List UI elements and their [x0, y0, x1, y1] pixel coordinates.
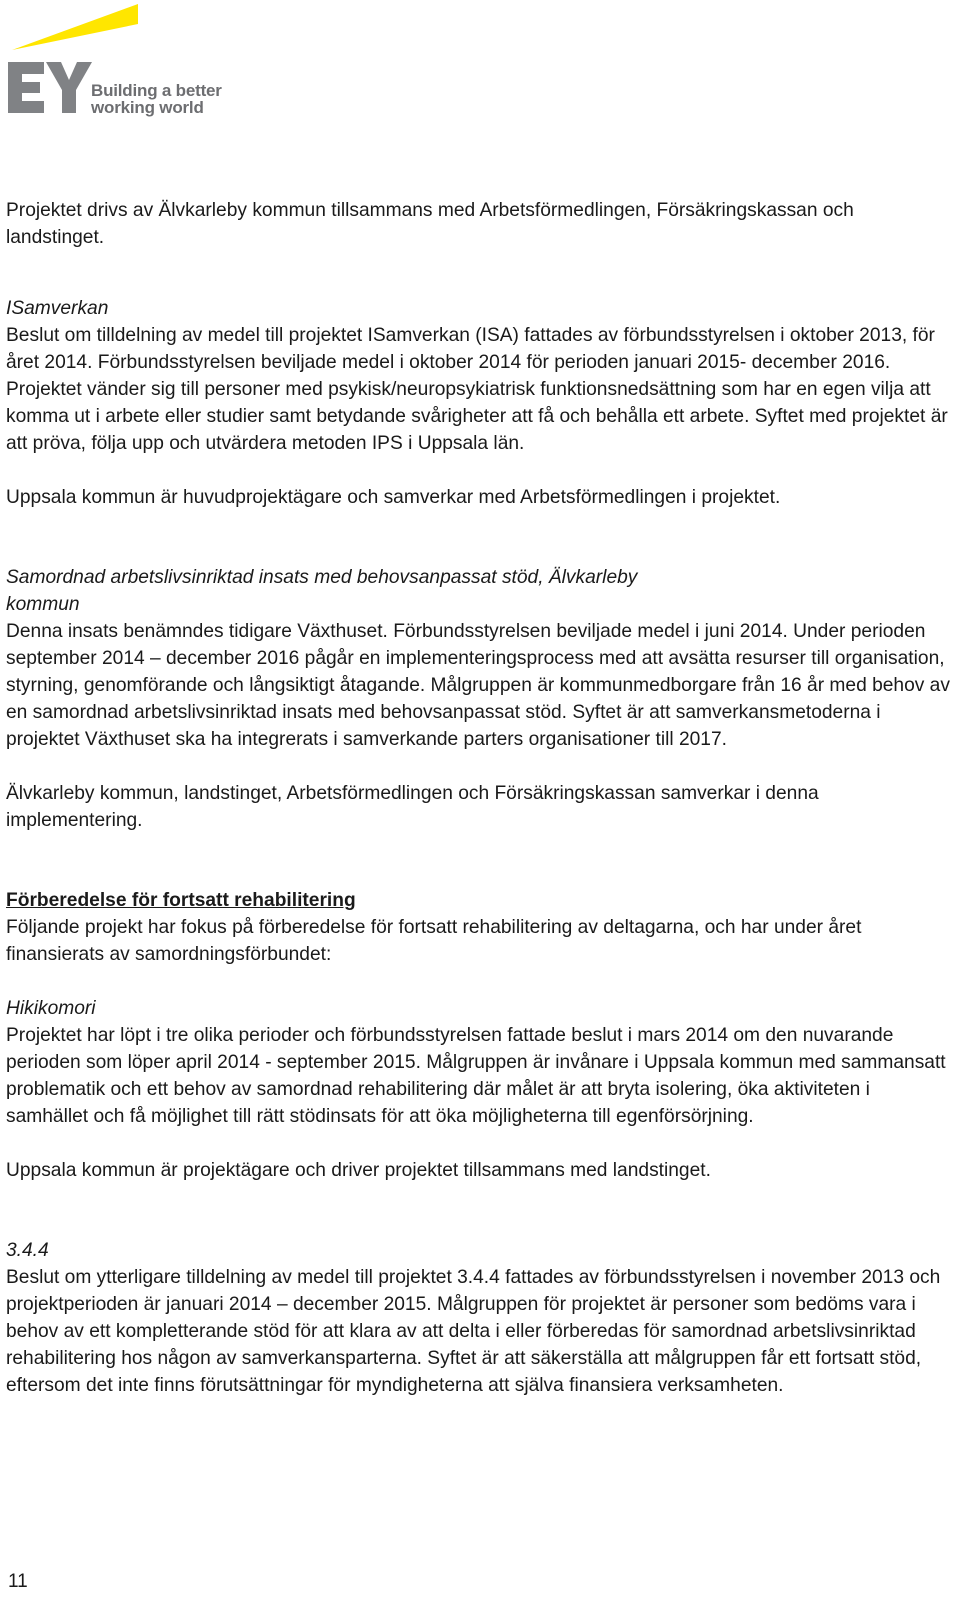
ey-letter-e [8, 62, 44, 113]
ey-tagline [91, 82, 222, 116]
hikikomori-body: Projektet har löpt i tre olika perioder och förbundsstyrelsen fattade beslut i mars 2014 om den nuvarande perioden som löper april 2014 - september 2015. Målgruppen är invånare i Uppsala kommun med sammansatt problematik och ett behov av samordnad rehabilitering där målet är att bryta isolering, öka aktiviteten i samhället och få möjlighet till rätt stödinsats för att öka möjligheterna till egenförsörjning. [6, 1025, 946, 1127]
project-344-body: Beslut om ytterligare tilldelning av medel till projektet 3.4.4 fattades av förbundsstyrelsen i november 2013 och projektperioden är januari 2014 – december 2015. Målgruppen för projektet är personer som bedöms vara i behov av ett kompletterande stöd för att klara av att delta i eller förberedas för samordnad arbetslivsinriktad rehabilitering hos någon av samverkansparterna. Syftet är att säkerställa att målgruppen får ett fortsatt stöd, eftersom det inte finns förutsättningar för myndigheterna att själva finansiera verksamheten. [6, 1267, 941, 1396]
isamverkan-title: ISamverkan [6, 298, 109, 319]
tagline-line-1: Building a better [91, 81, 222, 100]
samordnad-title: Samordnad arbetslivsinriktad insats med behovsanpassat stöd, Älvkarleby kommun [6, 567, 638, 615]
samordnad-partners: Älvkarleby kommun, landstinget, Arbetsförmedlingen och Försäkringskassan samverkar i denna implementering. [6, 783, 819, 831]
hikikomori-owner: Uppsala kommun är projektägare och driver projektet tillsammans med landstinget. [6, 1160, 711, 1181]
intro-paragraph: Projektet drivs av Älvkarleby kommun tillsammans med Arbetsförmedlingen, Försäkringskassan och landstinget. [6, 200, 854, 248]
ey-letter-y [46, 62, 92, 113]
forberedelse-body: Följande projekt har fokus på förberedelse för fortsatt rehabilitering av deltagarna, och har under året finansierats av samordningsförbundet: [6, 917, 862, 965]
hikikomori-title: Hikikomori [6, 998, 96, 1019]
tagline-line-2: working world [91, 98, 204, 117]
isamverkan-owner: Uppsala kommun är huvudprojektägare och samverkar med Arbetsförmedlingen i projektet. [6, 487, 781, 508]
ey-beam-shape [12, 4, 138, 50]
page-number: 11 [8, 1571, 28, 1592]
samordnad-body: Denna insats benämndes tidigare Växthuset. Förbundsstyrelsen beviljade medel i juni 2014. Under perioden september 2014 – december 2016 pågår en implementeringsprocess med att avsätta resurser till organisation, styrning, genomförande och långsiktigt åtagande. Målgruppen är kommunmedborgare från 16 år med behov av en samordnad arbetslivsinriktad insats med behovsanpassat stöd. Syftet är att samverkansmetoderna i projektet Växthuset ska ha integrerats i samverkande parters organisationer till 2017. [6, 621, 950, 750]
isamverkan-body: Beslut om tilldelning av medel till projektet ISamverkan (ISA) fattades av förbundsstyrelsen i oktober 2013, för året 2014. Förbundsstyrelsen beviljade medel i oktober 2014 för perioden januari 2015- december 2016. Projektet vänder sig till personer med psykisk/neuropsykiatrisk funktionsnedsättning som har en egen vilja att komma ut i arbete eller studier samt betydande svårigheter att få och behålla ett arbete. Syftet med projektet är att pröva, följa upp och utvärdera metoden IPS i Uppsala län. [6, 325, 948, 454]
forberedelse-heading: Förberedelse för fortsatt rehabilitering [6, 890, 356, 911]
ey-logo [8, 0, 248, 125]
document-body [6, 197, 954, 1399]
project-344-title: 3.4.4 [6, 1240, 49, 1261]
